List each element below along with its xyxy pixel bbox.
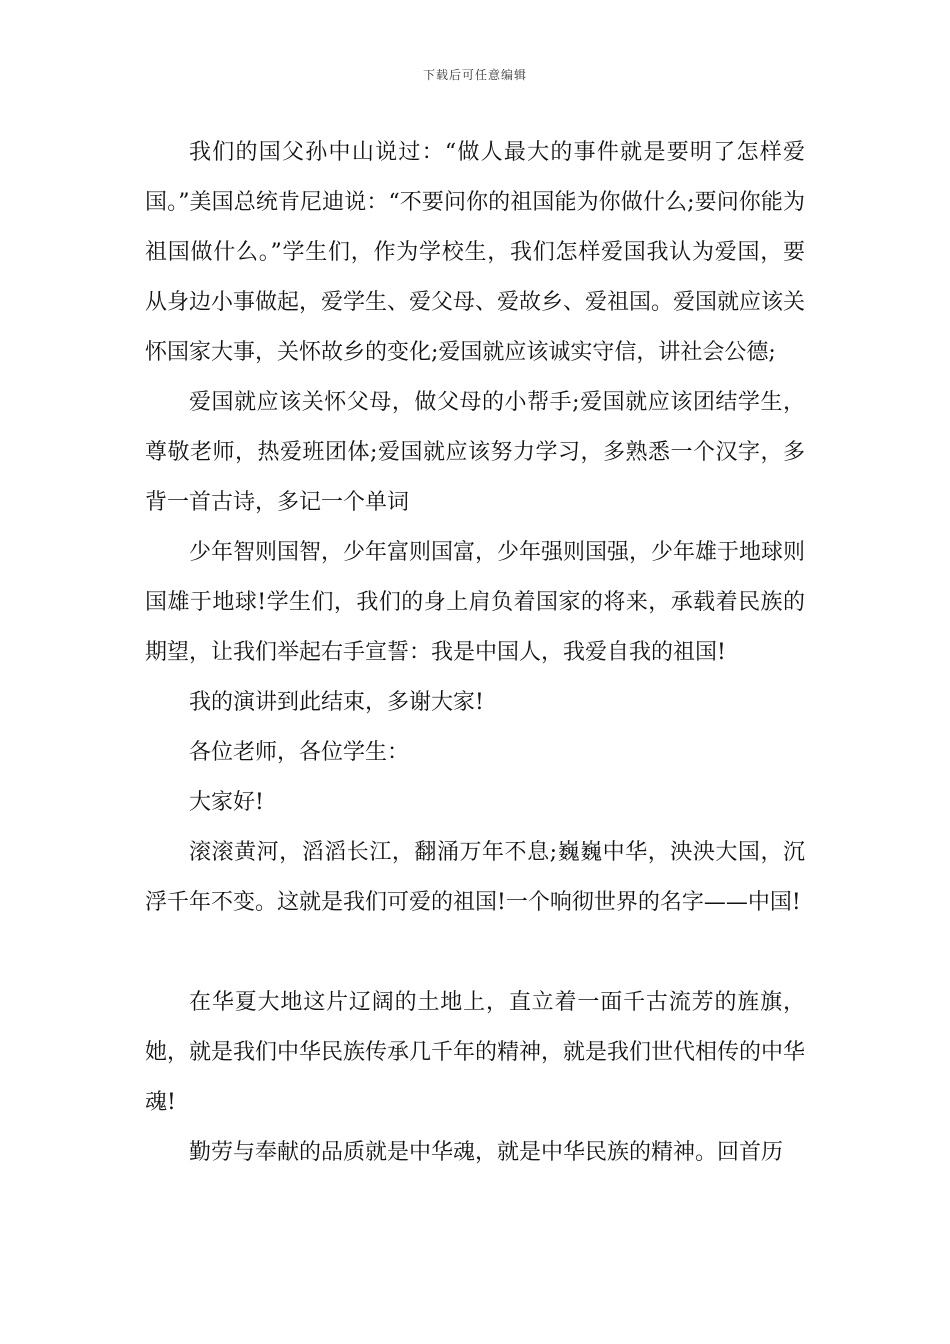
paragraph-closing: 我的演讲到此结束，多谢大家! — [189, 690, 484, 715]
paragraph-greeting: 大家好! — [189, 790, 264, 815]
paragraph-salutation: 各位老师，各位学生： — [189, 740, 410, 765]
paragraph-chinese-spirit: 在华夏大地这片辽阔的土地上，直立着一面千古流芳的旌旗，她，就是我们中华民族传承几千年的精神，就是我们世代相传的中华魂! — [145, 990, 806, 1115]
paragraph-youth-oath: 少年智则国智，少年富则国富，少年强则国强，少年雄于地球则国雄于地球!学生们，我们的身上肩负着国家的将来，承载着民族的期望，让我们举起右手宣誓：我是中国人，我爱自我的祖国! — [145, 540, 806, 665]
paragraph-spacer — [145, 928, 805, 978]
paragraph-patriotism-quotes: 我们的国父孙中山说过：“做人最大的事件就是要明了怎样爱国。”美国总统肯尼迪说：“不要问你的祖国能为你做什么;要问你能为祖国做什么。”学生们，作为学校生，我们怎样爱国我认为爱国，要从身边小事做起，爱学生、爱父母、爱故乡、爱祖国。爱国就应该关怀国家大事，关怀故乡的变化;爱国就应该诚实守信，讲社会公德; — [145, 140, 806, 365]
document-body — [145, 128, 805, 1178]
paragraph-love-parents: 爱国就应该关怀父母，做父母的小帮手;爱国就应该团结学生，尊敬老师，热爱班团体;爱国就应该努力学习，多熟悉一个汉字，多背一首古诗，多记一个单词 — [145, 390, 805, 515]
paragraph-yellow-river: 滚滚黄河，滔滔长江，翻涌万年不息;巍巍中华，泱泱大国，沉浮千年不变。这就是我们可爱的祖国!一个响彻世界的名字——中国! — [145, 840, 805, 915]
paragraph-diligence: 勤劳与奉献的品质就是中华魂，就是中华民族的精神。回首历 — [189, 1140, 784, 1165]
header-note: 下载后可任意编辑 — [422, 68, 527, 82]
